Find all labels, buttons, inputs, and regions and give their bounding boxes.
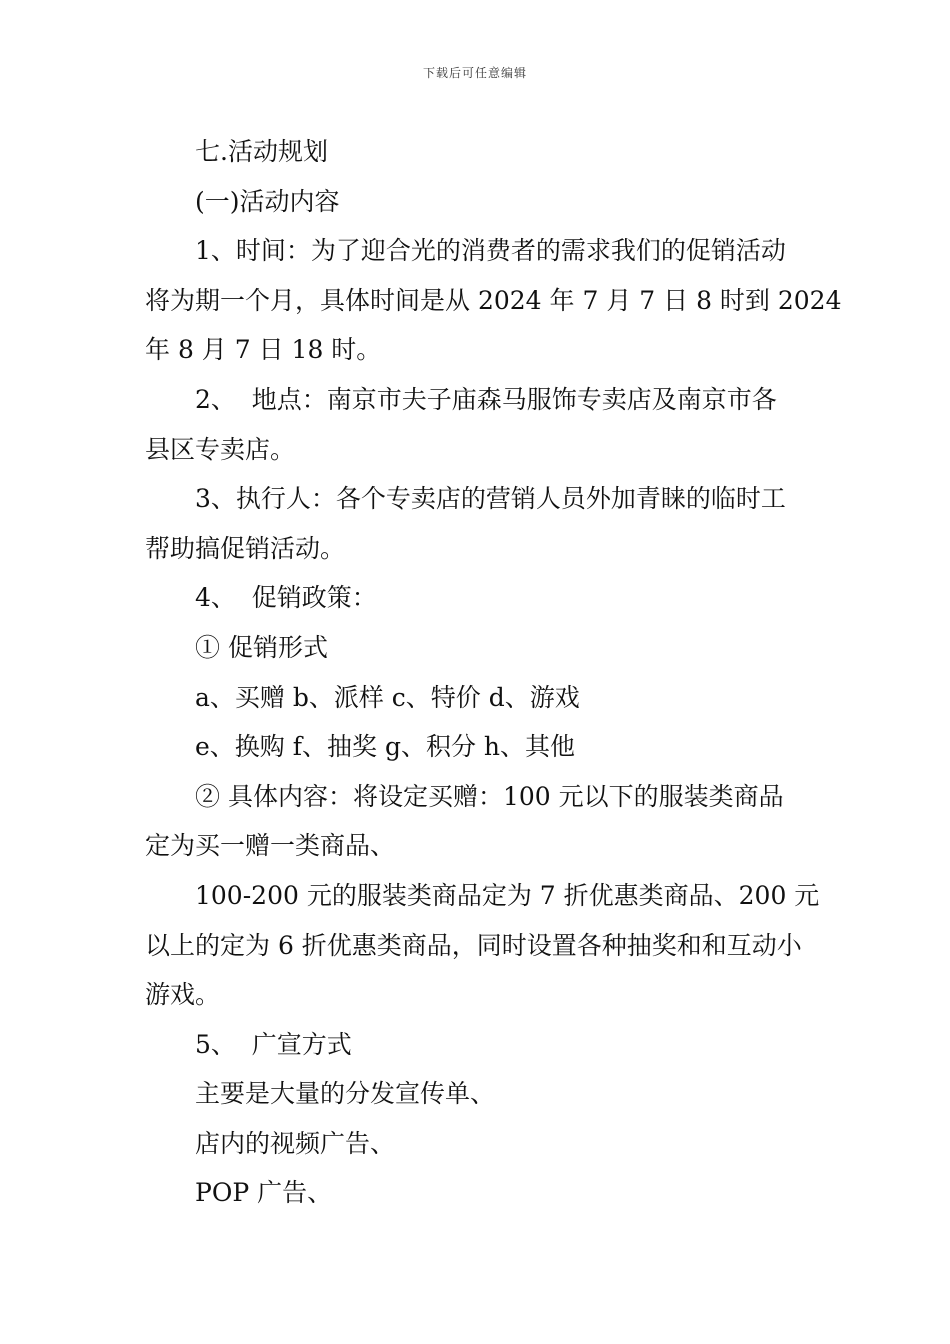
paragraph-line: 3、执行人：各个专卖店的营销人员外加青睐的临时工 — [195, 484, 786, 514]
list-item: ② 具体内容：将设定买赠：100 元以下的服装类商品 — [195, 781, 784, 811]
paragraph-line: 1、时间：为了迎合光的消费者的需求我们的促销活动 — [195, 236, 786, 266]
paragraph-line: 以上的定为 6 折优惠类商品，同时设置各种抽奖和和互动小 — [145, 930, 802, 960]
subsection-heading: (一)活动内容 — [195, 186, 340, 216]
list-item: 主要是大量的分发宣传单、 — [195, 1079, 496, 1109]
document-body — [145, 127, 842, 1218]
list-item: ① 促销形式 — [195, 632, 328, 662]
list-item: e、换购 f、抽奖 g、积分 h、其他 — [195, 732, 575, 762]
paragraph-line: 县区专卖店。 — [145, 434, 296, 464]
list-item: POP 广告、 — [195, 1178, 333, 1208]
paragraph-line: 定为买一赠一类商品、 — [145, 831, 396, 861]
list-item: 店内的视频广告、 — [195, 1128, 396, 1158]
paragraph-line: 4、 促销政策： — [195, 583, 377, 613]
paragraph-line: 5、 广宣方式 — [195, 1029, 352, 1059]
section-heading: 七.活动规划 — [195, 137, 328, 166]
paragraph-line: 帮助搞促销活动。 — [145, 533, 346, 563]
page-header: 下载后可任意编辑 — [422, 66, 527, 80]
paragraph-line: 2、 地点：南京市夫子庙森马服饰专卖店及南京市各 — [195, 384, 777, 414]
paragraph-line: 100-200 元的服装类商品定为 7 折优惠类商品、200 元 — [195, 880, 820, 910]
paragraph-line: 将为期一个月，具体时间是从 2024 年 7 月 7 日 8 时到 2024 — [145, 285, 842, 315]
paragraph-line: 游戏。 — [145, 980, 221, 1010]
list-item: a、买赠 b、派样 c、特价 d、游戏 — [195, 682, 580, 712]
paragraph-line: 年 8 月 7 日 18 时。 — [145, 335, 382, 365]
